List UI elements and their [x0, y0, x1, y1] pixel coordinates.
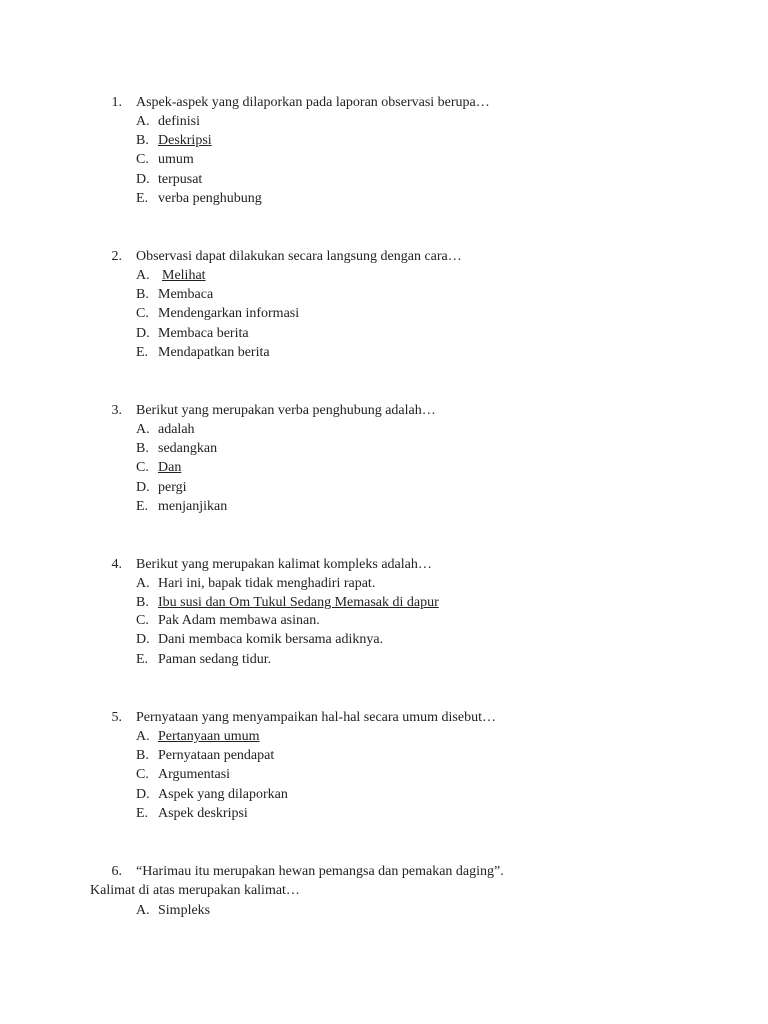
- option-text: Paman sedang tidur.: [158, 652, 272, 667]
- option-letter: D.: [136, 172, 150, 187]
- option-text: Pernyataan pendapat: [158, 748, 275, 763]
- question-number: 2.: [111, 249, 122, 264]
- option-text-answer: Pertanyaan umum: [158, 729, 260, 744]
- option-letter: C.: [136, 306, 149, 321]
- option-text: Membaca berita: [158, 326, 249, 341]
- option-text: sedangkan: [158, 441, 218, 456]
- option-letter: C.: [136, 613, 149, 628]
- question-number: 4.: [111, 557, 122, 572]
- option-letter: C.: [136, 767, 149, 782]
- option-text: Pak Adam membawa asinan.: [158, 613, 320, 628]
- option-text: Mendengarkan informasi: [158, 306, 300, 321]
- option-text-answer: Deskripsi: [158, 133, 212, 148]
- option-text: Argumentasi: [158, 767, 231, 782]
- option-text: menjanjikan: [158, 499, 228, 514]
- question-text-continuation: Kalimat di atas merupakan kalimat…: [90, 883, 300, 898]
- option-letter: A.: [136, 422, 150, 437]
- option-text: pergi: [158, 480, 187, 495]
- option-text: Mendapatkan berita: [158, 345, 270, 360]
- option-letter: D.: [136, 787, 150, 802]
- option-text-answer: Ibu susi dan Om Tukul Sedang Memasak di dapur: [158, 595, 439, 610]
- option-letter: A.: [136, 903, 150, 918]
- option-text: Hari ini, bapak tidak menghadiri rapat.: [158, 576, 376, 591]
- option-text: Simpleks: [158, 903, 211, 918]
- question-text: Berikut yang merupakan verba penghubung adalah…: [136, 403, 436, 418]
- question-number: 3.: [111, 403, 122, 418]
- option-text: Membaca: [158, 287, 214, 302]
- option-letter: A.: [136, 729, 150, 744]
- option-text: definisi: [158, 114, 200, 129]
- option-letter: B.: [136, 133, 149, 148]
- option-letter: A.: [136, 268, 150, 283]
- option-letter: E.: [136, 499, 149, 514]
- option-letter: A.: [136, 114, 150, 129]
- question-number: 6.: [111, 864, 122, 879]
- question-number: 5.: [111, 710, 122, 725]
- option-letter: C.: [136, 152, 149, 167]
- option-text: Aspek deskripsi: [158, 806, 248, 821]
- question-text: Berikut yang merupakan kalimat kompleks adalah…: [136, 557, 432, 572]
- option-letter: B.: [136, 595, 149, 610]
- option-text-answer: Dan: [158, 460, 182, 475]
- option-text: adalah: [158, 422, 195, 437]
- option-letter: B.: [136, 748, 149, 763]
- option-text: Aspek yang dilaporkan: [158, 787, 288, 802]
- option-text: terpusat: [158, 172, 203, 187]
- option-letter: C.: [136, 460, 149, 475]
- question-number: 1.: [111, 95, 122, 110]
- option-letter: B.: [136, 287, 149, 302]
- question-text: Pernyataan yang menyampaikan hal-hal secara umum disebut…: [136, 710, 496, 725]
- option-text: Dani membaca komik bersama adiknya.: [158, 632, 384, 647]
- option-letter: D.: [136, 632, 150, 647]
- option-text: verba penghubung: [158, 191, 262, 206]
- option-letter: E.: [136, 345, 149, 360]
- question-text: “Harimau itu merupakan hewan pemangsa dan pemakan daging”.: [136, 864, 504, 879]
- option-letter: E.: [136, 652, 149, 667]
- question-text: Observasi dapat dilakukan secara langsung dengan cara…: [136, 249, 462, 264]
- option-letter: D.: [136, 326, 150, 341]
- option-letter: E.: [136, 191, 149, 206]
- question-text: Aspek-aspek yang dilaporkan pada laporan observasi berupa…: [136, 95, 490, 110]
- option-text: umum: [158, 152, 194, 167]
- option-text-answer: Melihat: [162, 268, 206, 283]
- option-letter: E.: [136, 806, 149, 821]
- option-letter: D.: [136, 480, 150, 495]
- option-letter: B.: [136, 441, 149, 456]
- option-letter: A.: [136, 576, 150, 591]
